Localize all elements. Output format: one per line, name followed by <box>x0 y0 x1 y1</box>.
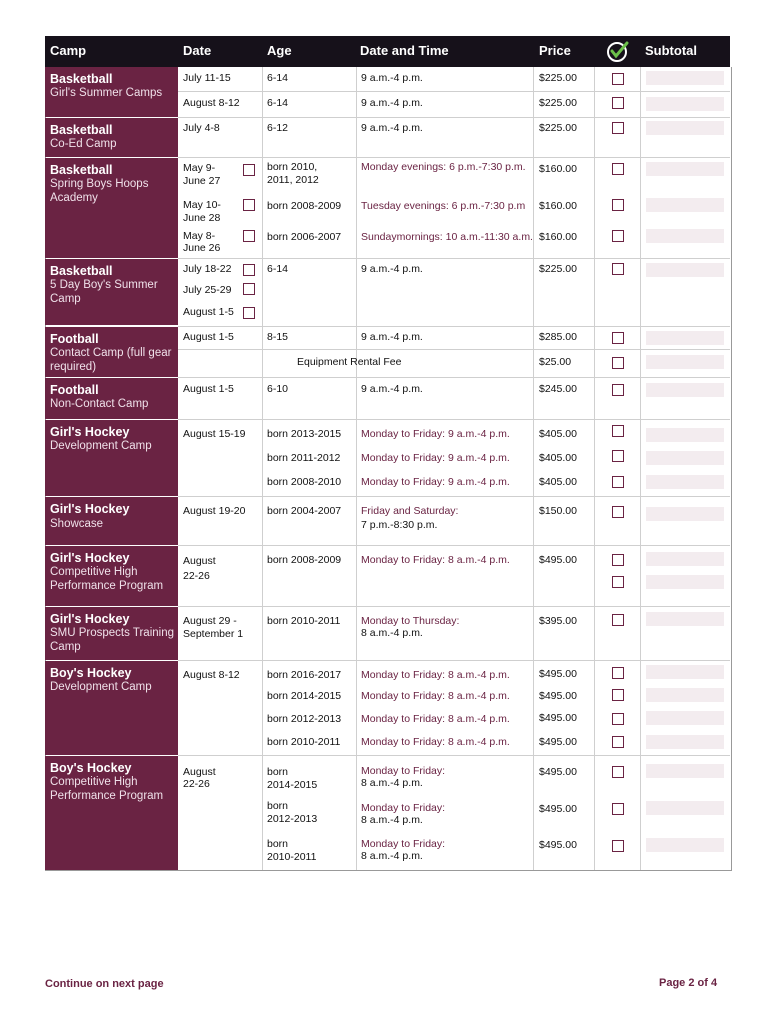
select-checkbox[interactable] <box>612 73 624 85</box>
time-cell: Friday and Saturday: <box>361 505 459 517</box>
age-cell: born <box>267 800 289 812</box>
select-checkbox[interactable] <box>612 689 624 701</box>
select-checkbox[interactable] <box>612 425 624 437</box>
time-cell: Monday to Friday: 9 a.m.-4 p.m. <box>361 428 510 440</box>
time-cell: 9 a.m.-4 p.m. <box>361 122 423 134</box>
header-price: Price <box>539 43 571 58</box>
camp-subtitle: Showcase <box>50 518 104 530</box>
age-cell: 2012-2013 <box>267 813 318 825</box>
age-cell: born 2011-2012 <box>267 452 341 464</box>
select-checkbox[interactable] <box>612 230 624 242</box>
date-cell: July 4-8 <box>183 122 220 134</box>
time-cell: Monday to Friday: 8 a.m.-4 p.m. <box>361 554 510 566</box>
date-cell: June 26 <box>183 242 221 254</box>
camp-title: Basketball <box>50 72 113 86</box>
price-cell: $160.00 <box>539 163 577 175</box>
date-cell: August 1-5 <box>183 306 234 318</box>
time-cell: 9 a.m.-4 p.m. <box>361 97 423 109</box>
camp-title: Girl's Hockey <box>50 612 130 626</box>
subtotal-field[interactable] <box>646 575 724 589</box>
camp-title: Girl's Hockey <box>50 502 130 516</box>
row-divider <box>178 377 730 378</box>
time-cell: Monday to Friday: 9 a.m.-4 p.m. <box>361 476 510 488</box>
column-divider <box>262 67 263 870</box>
row-divider <box>178 326 730 327</box>
date-cell: August 29 - <box>183 615 237 627</box>
camp-cell <box>45 327 178 377</box>
age-cell: born 2016-2017 <box>267 669 342 681</box>
time-cell: Sundaymornings: 10 a.m.-11:30 a.m. <box>361 231 533 243</box>
age-cell: 2014-2015 <box>267 779 318 791</box>
time-cell: Tuesday evenings: 6 p.m.-7:30 p.m <box>361 200 526 212</box>
age-cell: born 2004-2007 <box>267 505 342 517</box>
age-cell: born 2013-2015 <box>267 428 342 440</box>
subtotal-field[interactable] <box>646 198 724 212</box>
date-checkbox[interactable] <box>243 199 255 211</box>
price-cell: $495.00 <box>539 712 577 724</box>
subtotal-field[interactable] <box>646 838 724 852</box>
price-cell: $495.00 <box>539 839 577 851</box>
subtotal-field[interactable] <box>646 475 724 489</box>
time-cell: 9 a.m.-4 p.m. <box>361 331 423 343</box>
time-cell: 8 a.m.-4 p.m. <box>361 777 423 789</box>
camp-title: Boy's Hockey <box>50 761 132 775</box>
select-checkbox[interactable] <box>612 614 624 626</box>
time-cell: Monday to Friday: 8 a.m.-4 p.m. <box>361 690 510 702</box>
age-cell: born 2010-2011 <box>267 615 341 627</box>
age-cell: born 2008-2010 <box>267 476 342 488</box>
row-divider <box>178 419 730 420</box>
select-checkbox[interactable] <box>612 384 624 396</box>
date-cell: July 11-15 <box>183 72 231 84</box>
price-cell: $225.00 <box>539 72 577 84</box>
header-date: Date <box>183 43 212 58</box>
age-cell: born 2010, <box>267 161 318 173</box>
time-cell: 8 a.m.-4 p.m. <box>361 627 423 639</box>
date-cell: June 28 <box>183 212 221 224</box>
camp-title: Boy's Hockey <box>50 666 132 680</box>
column-divider <box>533 67 534 870</box>
subtotal-field[interactable] <box>646 451 724 465</box>
camp-title: Football <box>50 332 99 346</box>
row-divider <box>178 606 730 607</box>
camp-title: Football <box>50 383 99 397</box>
camp-cell <box>45 756 178 870</box>
camp-title: Basketball <box>50 264 113 278</box>
row-divider <box>178 349 730 350</box>
continue-note: Continue on next page <box>45 978 164 990</box>
date-cell: August 19-20 <box>183 505 246 517</box>
price-cell: $225.00 <box>539 122 577 134</box>
camp-subtitle: Competitive High Performance Program <box>50 566 164 592</box>
camp-subtitle: Girl's Summer Camps <box>50 87 163 99</box>
price-cell: $405.00 <box>539 428 577 440</box>
age-cell: 2010-2011 <box>267 851 317 863</box>
row-divider <box>178 258 730 259</box>
age-cell: 6-10 <box>267 383 289 395</box>
date-checkbox[interactable] <box>243 283 255 295</box>
price-cell: $495.00 <box>539 668 577 680</box>
date-cell: 22-26 <box>183 778 210 790</box>
camp-subtitle: SMU Prospects Training Camp <box>50 627 174 653</box>
select-checkbox[interactable] <box>612 332 624 344</box>
camp-subtitle: Non-Contact Camp <box>50 398 149 410</box>
subtotal-field[interactable] <box>646 507 724 521</box>
select-checkbox[interactable] <box>612 199 624 211</box>
price-cell: $405.00 <box>539 476 577 488</box>
row-divider <box>178 117 730 118</box>
camp-cell <box>45 546 178 606</box>
column-divider <box>356 67 357 870</box>
price-cell: $495.00 <box>539 736 577 748</box>
date-checkbox[interactable] <box>243 164 255 176</box>
select-checkbox[interactable] <box>612 713 624 725</box>
camp-cell <box>45 607 178 660</box>
camp-cell <box>45 420 178 496</box>
date-cell: September 1 <box>183 628 244 640</box>
camp-cell <box>45 378 178 419</box>
header-camp: Camp <box>50 43 87 58</box>
price-cell: $25.00 <box>539 356 572 368</box>
time-cell: Monday to Friday: 8 a.m.-4 p.m. <box>361 713 510 725</box>
camp-cell <box>45 259 178 325</box>
date-cell: August 1-5 <box>183 383 234 395</box>
price-cell: $495.00 <box>539 554 577 566</box>
age-cell: born <box>267 766 289 778</box>
time-cell: Monday to Thursday: <box>361 615 460 627</box>
camp-subtitle: Development Camp <box>50 440 152 452</box>
row-divider <box>178 660 730 661</box>
select-checkbox[interactable] <box>612 576 624 588</box>
age-cell: born 2008-2009 <box>267 200 342 212</box>
date-cell: August 8-12 <box>183 669 240 681</box>
camp-cell <box>45 67 178 117</box>
date-checkbox[interactable] <box>243 307 255 319</box>
camp-subtitle: 5 Day Boy's Summer Camp <box>50 279 158 305</box>
select-checkbox[interactable] <box>612 163 624 175</box>
date-cell: May 8- <box>183 230 216 242</box>
subtotal-field[interactable] <box>646 71 724 85</box>
select-checkbox[interactable] <box>612 667 624 679</box>
price-cell: $495.00 <box>539 690 577 702</box>
age-cell: born 2012-2013 <box>267 713 342 725</box>
time-cell: 8 a.m.-4 p.m. <box>361 850 423 862</box>
subtotal-field[interactable] <box>646 263 724 277</box>
camp-subtitle: Spring Boys Hoops Academy <box>50 178 149 204</box>
price-cell: $160.00 <box>539 200 577 212</box>
date-cell: May 10- <box>183 199 221 211</box>
time-cell: Monday to Friday: 9 a.m.-4 p.m. <box>361 452 510 464</box>
subtotal-field[interactable] <box>646 711 724 725</box>
price-cell: $495.00 <box>539 766 577 778</box>
checkmark-circle-icon <box>606 40 630 62</box>
column-divider <box>640 67 641 870</box>
row-divider <box>178 157 730 158</box>
date-checkbox[interactable] <box>243 230 255 242</box>
camp-title: Girl's Hockey <box>50 425 130 439</box>
camp-title: Girl's Hockey <box>50 551 130 565</box>
age-cell: 8-15 <box>267 331 289 343</box>
camp-cell <box>45 158 178 258</box>
row-divider <box>178 755 730 756</box>
camp-title: Basketball <box>50 163 113 177</box>
select-checkbox[interactable] <box>612 506 624 518</box>
subtotal-field[interactable] <box>646 162 724 176</box>
date-cell: 22-26 <box>183 570 210 582</box>
date-cell: August <box>183 766 216 778</box>
time-cell: Monday to Friday: <box>361 765 446 777</box>
row-divider <box>178 91 730 92</box>
subtotal-field[interactable] <box>646 735 724 749</box>
subtotal-field[interactable] <box>646 612 724 626</box>
subtotal-field[interactable] <box>646 229 724 243</box>
select-checkbox[interactable] <box>612 122 624 134</box>
subtotal-field[interactable] <box>646 331 724 345</box>
equipment-fee-label: Equipment Rental Fee <box>297 356 402 368</box>
date-cell: August 8-12 <box>183 97 240 109</box>
subtotal-field[interactable] <box>646 97 724 111</box>
select-checkbox[interactable] <box>612 476 624 488</box>
time-cell: 9 a.m.-4 p.m. <box>361 383 423 395</box>
camp-cell <box>45 118 178 157</box>
subtotal-field[interactable] <box>646 665 724 679</box>
header-subtotal: Subtotal <box>645 43 697 58</box>
camp-subtitle: Co-Ed Camp <box>50 138 117 150</box>
select-checkbox[interactable] <box>612 803 624 815</box>
subtotal-field[interactable] <box>646 355 724 369</box>
price-cell: $285.00 <box>539 331 577 343</box>
row-divider <box>178 545 730 546</box>
price-cell: $395.00 <box>539 615 577 627</box>
subtotal-field[interactable] <box>646 121 724 135</box>
age-cell: born 2014-2015 <box>267 690 342 702</box>
price-cell: $245.00 <box>539 383 577 395</box>
subtotal-field[interactable] <box>646 764 724 778</box>
date-cell: June 27 <box>183 175 221 187</box>
time-cell: Monday to Friday: 8 a.m.-4 p.m. <box>361 736 510 748</box>
price-cell: $405.00 <box>539 452 577 464</box>
row-divider <box>178 496 730 497</box>
camp-subtitle: Development Camp <box>50 681 152 693</box>
select-checkbox[interactable] <box>612 357 624 369</box>
time-cell: 9 a.m.-4 p.m. <box>361 263 423 275</box>
age-cell: 2011, 2012 <box>267 174 319 186</box>
subtotal-field[interactable] <box>646 688 724 702</box>
camp-title: Basketball <box>50 123 113 137</box>
price-cell: $225.00 <box>539 97 577 109</box>
date-cell: August <box>183 555 216 567</box>
camp-cell <box>45 661 178 755</box>
date-cell: August 15-19 <box>183 428 246 440</box>
time-cell: Monday evenings: 6 p.m.-7:30 p.m. <box>361 161 526 173</box>
time-cell: Monday to Friday: <box>361 802 446 814</box>
camp-cell <box>45 497 178 545</box>
time-cell: 7 p.m.-8:30 p.m. <box>361 519 438 531</box>
select-checkbox[interactable] <box>612 97 624 109</box>
select-checkbox[interactable] <box>612 554 624 566</box>
header-date-time: Date and Time <box>360 43 449 58</box>
time-cell: 9 a.m.-4 p.m. <box>361 72 423 84</box>
page-number: Page 2 of 4 <box>659 977 718 989</box>
header-age: Age <box>267 43 292 58</box>
age-cell: born 2008-2009 <box>267 554 342 566</box>
camp-subtitle: Competitive High Performance Program <box>50 776 164 802</box>
select-checkbox[interactable] <box>612 736 624 748</box>
age-cell: 6-14 <box>267 72 289 84</box>
time-cell: Monday to Friday: 8 a.m.-4 p.m. <box>361 669 510 681</box>
subtotal-field[interactable] <box>646 428 724 442</box>
age-cell: 6-14 <box>267 97 289 109</box>
select-checkbox[interactable] <box>612 766 624 778</box>
subtotal-field[interactable] <box>646 383 724 397</box>
age-cell: 6-12 <box>267 122 289 134</box>
date-checkbox[interactable] <box>243 264 255 276</box>
date-cell: August 1-5 <box>183 331 234 343</box>
date-cell: May 9- <box>183 162 216 174</box>
select-checkbox[interactable] <box>612 263 624 275</box>
age-cell: born 2006-2007 <box>267 231 342 243</box>
price-cell: $160.00 <box>539 231 577 243</box>
age-cell: born 2010-2011 <box>267 736 341 748</box>
select-checkbox[interactable] <box>612 450 624 462</box>
price-cell: $225.00 <box>539 263 577 275</box>
select-checkbox[interactable] <box>612 840 624 852</box>
price-cell: $150.00 <box>539 505 577 517</box>
subtotal-field[interactable] <box>646 552 724 566</box>
subtotal-field[interactable] <box>646 801 724 815</box>
date-cell: July 25-29 <box>183 284 232 296</box>
age-cell: 6-14 <box>267 263 289 275</box>
price-cell: $495.00 <box>539 803 577 815</box>
age-cell: born <box>267 838 289 850</box>
time-cell: Monday to Friday: <box>361 838 446 850</box>
column-divider <box>594 67 595 870</box>
date-cell: July 18-22 <box>183 263 232 275</box>
time-cell: 8 a.m.-4 p.m. <box>361 814 423 826</box>
camp-subtitle: Contact Camp (full gear required) <box>50 347 172 373</box>
